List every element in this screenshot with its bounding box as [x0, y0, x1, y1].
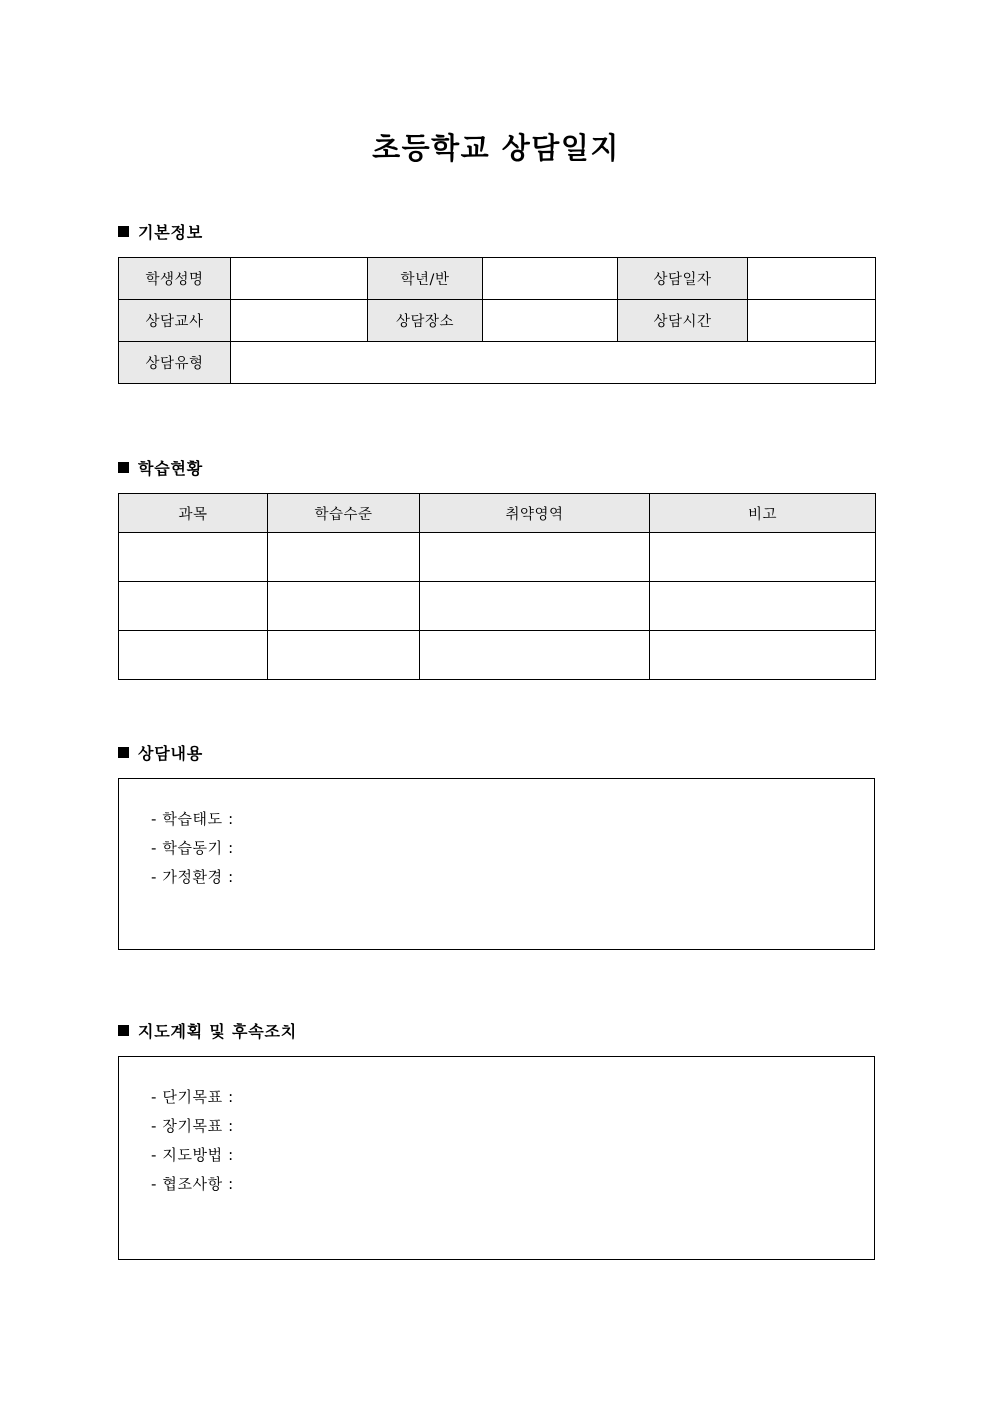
cell-weak-area[interactable]: [420, 533, 650, 582]
prompt-learning-motivation: - 학습동기 :: [151, 839, 234, 857]
table-row: [119, 631, 876, 680]
section-heading-label: 기본정보: [138, 223, 204, 242]
black-square-marker-icon: [118, 226, 129, 237]
prompt-learning-attitude: - 학습태도 :: [151, 810, 234, 828]
column-header-level: 학습수준: [268, 494, 420, 533]
cell-remarks[interactable]: [650, 631, 876, 680]
table-row: [119, 258, 876, 300]
basic-info-table: [118, 257, 876, 384]
cell-level[interactable]: [268, 631, 420, 680]
section-heading-label: 상담내용: [138, 744, 204, 763]
field-label-counsel-date: 상담일자: [618, 258, 748, 300]
column-header-remarks: 비고: [650, 494, 876, 533]
prompt-long-term-goal: - 장기목표 :: [151, 1117, 234, 1135]
cell-level[interactable]: [268, 582, 420, 631]
section-heading-basic-info: [118, 220, 203, 243]
column-header-subject: 과목: [119, 494, 268, 533]
field-label-counsel-type: 상담유형: [119, 342, 231, 384]
cell-subject[interactable]: [119, 631, 268, 680]
cell-weak-area[interactable]: [420, 631, 650, 680]
field-value-counsel-type[interactable]: [231, 342, 876, 384]
section-heading-label: 지도계획 및 후속조치: [138, 1022, 298, 1041]
field-label-counsel-teacher: 상담교사: [119, 300, 231, 342]
field-value-counsel-teacher[interactable]: [231, 300, 368, 342]
column-header-weak-area: 취약영역: [420, 494, 650, 533]
black-square-marker-icon: [118, 747, 129, 758]
table-row: [119, 342, 876, 384]
cell-remarks[interactable]: [650, 533, 876, 582]
table-header-row: [119, 494, 876, 533]
cell-subject[interactable]: [119, 582, 268, 631]
cell-level[interactable]: [268, 533, 420, 582]
table-row: [119, 300, 876, 342]
field-label-counsel-place: 상담장소: [368, 300, 483, 342]
black-square-marker-icon: [118, 462, 129, 473]
field-value-counsel-time[interactable]: [748, 300, 876, 342]
field-value-grade-class[interactable]: [483, 258, 618, 300]
prompt-cooperation-request: - 협조사항 :: [151, 1175, 234, 1193]
section-heading-learning-status: [118, 456, 203, 479]
black-square-marker-icon: [118, 1025, 129, 1036]
prompt-guidance-method: - 지도방법 :: [151, 1146, 234, 1164]
cell-subject[interactable]: [119, 533, 268, 582]
guidance-plan-box[interactable]: [118, 1056, 875, 1260]
section-heading-counsel-content: [118, 741, 203, 764]
cell-weak-area[interactable]: [420, 582, 650, 631]
cell-remarks[interactable]: [650, 582, 876, 631]
section-heading-guidance-plan: [118, 1019, 297, 1042]
field-value-counsel-place[interactable]: [483, 300, 618, 342]
field-label-student-name: 학생성명: [119, 258, 231, 300]
prompt-short-term-goal: - 단기목표 :: [151, 1088, 234, 1106]
field-label-grade-class: 학년/반: [368, 258, 483, 300]
field-label-counsel-time: 상담시간: [618, 300, 748, 342]
prompt-home-environment: - 가정환경 :: [151, 868, 234, 886]
page-title: 초등학교 상담일지: [372, 131, 620, 165]
table-row: [119, 533, 876, 582]
learning-status-table: [118, 493, 876, 680]
table-row: [119, 582, 876, 631]
section-heading-label: 학습현황: [138, 459, 204, 478]
counsel-content-box[interactable]: [118, 778, 875, 950]
field-value-counsel-date[interactable]: [748, 258, 876, 300]
field-value-student-name[interactable]: [231, 258, 368, 300]
